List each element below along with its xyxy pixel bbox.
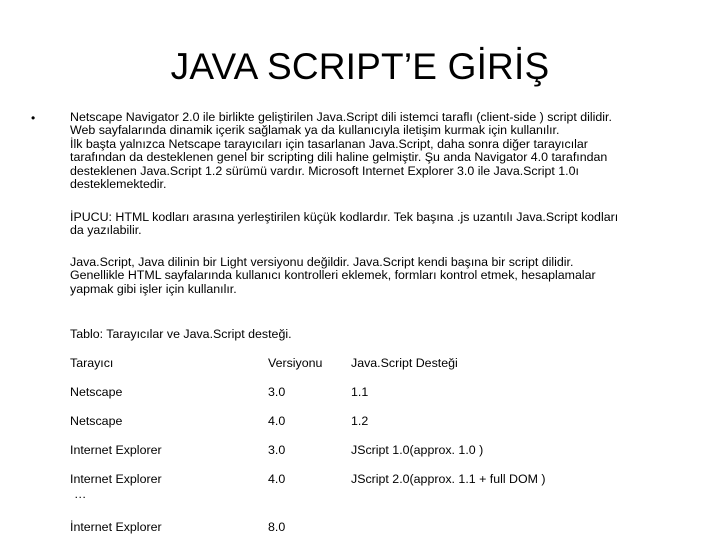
intro-line: tarafından da desteklenen genel bir scripting dili haline gelmiştir. Şu anda Navigator 4.0 tarafından — [70, 150, 608, 165]
intro-line: desteklenen Java.Script 1.2 sürümü vardır. Microsoft Internet Explorer 3.0 ile Java.Script 1.0ı — [70, 163, 579, 178]
cell-version: 4.0 — [268, 472, 286, 486]
table-header-row — [70, 356, 670, 385]
description-line: Genellikle HTML sayfalarında kullanıcı kontrolleri eklemek, formları kontrol etmek, hesaplamalar — [70, 268, 596, 283]
cell-browser: İnternet Explorer — [70, 520, 162, 534]
table-caption: Tablo: Tarayıcılar ve Java.Script desteği. — [70, 327, 292, 341]
cell-support: 1.2 — [351, 414, 369, 428]
intro-line: İlk başta yalnızca Netscape tarayıcıları için tasarlanan Java.Script, daha sonra diğer tarayıcılar — [70, 136, 588, 151]
cell-version: 8.0 — [268, 520, 286, 534]
description-paragraph — [70, 256, 698, 296]
ellipsis: … — [74, 487, 87, 501]
cell-support: JScript 2.0(approx. 1.1 + full DOM ) — [351, 472, 546, 486]
cell-browser: Netscape — [70, 414, 123, 428]
description-line: Java.Script, Java dilinin bir Light versiyonu değildir. Java.Script kendi başına bir script dilidir. — [70, 255, 574, 269]
header-support: Java.Script Desteği — [351, 356, 458, 370]
browser-support-table — [70, 356, 670, 549]
cell-version: 4.0 — [268, 414, 286, 428]
intro-line: Web sayfalarında dinamik içerik sağlamak ya da kullanıcıyla iletişim kurmak için kullanılır. — [70, 123, 560, 138]
cell-browser-text: Internet Explorer — [70, 472, 162, 486]
header-version: Versiyonu — [268, 356, 323, 370]
tip-line: İPUCU: HTML kodları arasına yerleştirilen küçük kodlardır. Tek başına .js uzantılı Java.Script kodları — [70, 210, 619, 224]
intro-paragraph — [70, 111, 698, 191]
bullet-point: • — [31, 111, 36, 125]
intro-line: Netscape Navigator 2.0 ile birlikte geliştirilen Java.Script dili istemci taraflı (client-side ) script dilidir. — [70, 110, 612, 124]
description-line: yapmak gibi işler için kullanılır. — [70, 281, 237, 296]
cell-browser — [70, 472, 162, 502]
header-browser: Tarayıcı — [70, 356, 114, 370]
slide-title: JAVA SCRIPT’E GİRİŞ — [170, 46, 550, 87]
intro-line: desteklemektedir. — [70, 177, 167, 192]
cell-browser: Internet Explorer — [70, 443, 162, 457]
cell-support: 1.1 — [351, 385, 369, 399]
cell-browser: Netscape — [70, 385, 123, 399]
table-row — [70, 385, 670, 414]
table-row — [70, 472, 670, 520]
table-row — [70, 443, 670, 472]
cell-support: JScript 1.0(approx. 1.0 ) — [351, 443, 484, 457]
table-row — [70, 520, 670, 549]
cell-version: 3.0 — [268, 443, 286, 457]
table-row — [70, 414, 670, 443]
cell-version: 3.0 — [268, 385, 286, 399]
tip-line: da yazılabilir. — [70, 223, 142, 238]
tip-paragraph — [70, 211, 698, 238]
